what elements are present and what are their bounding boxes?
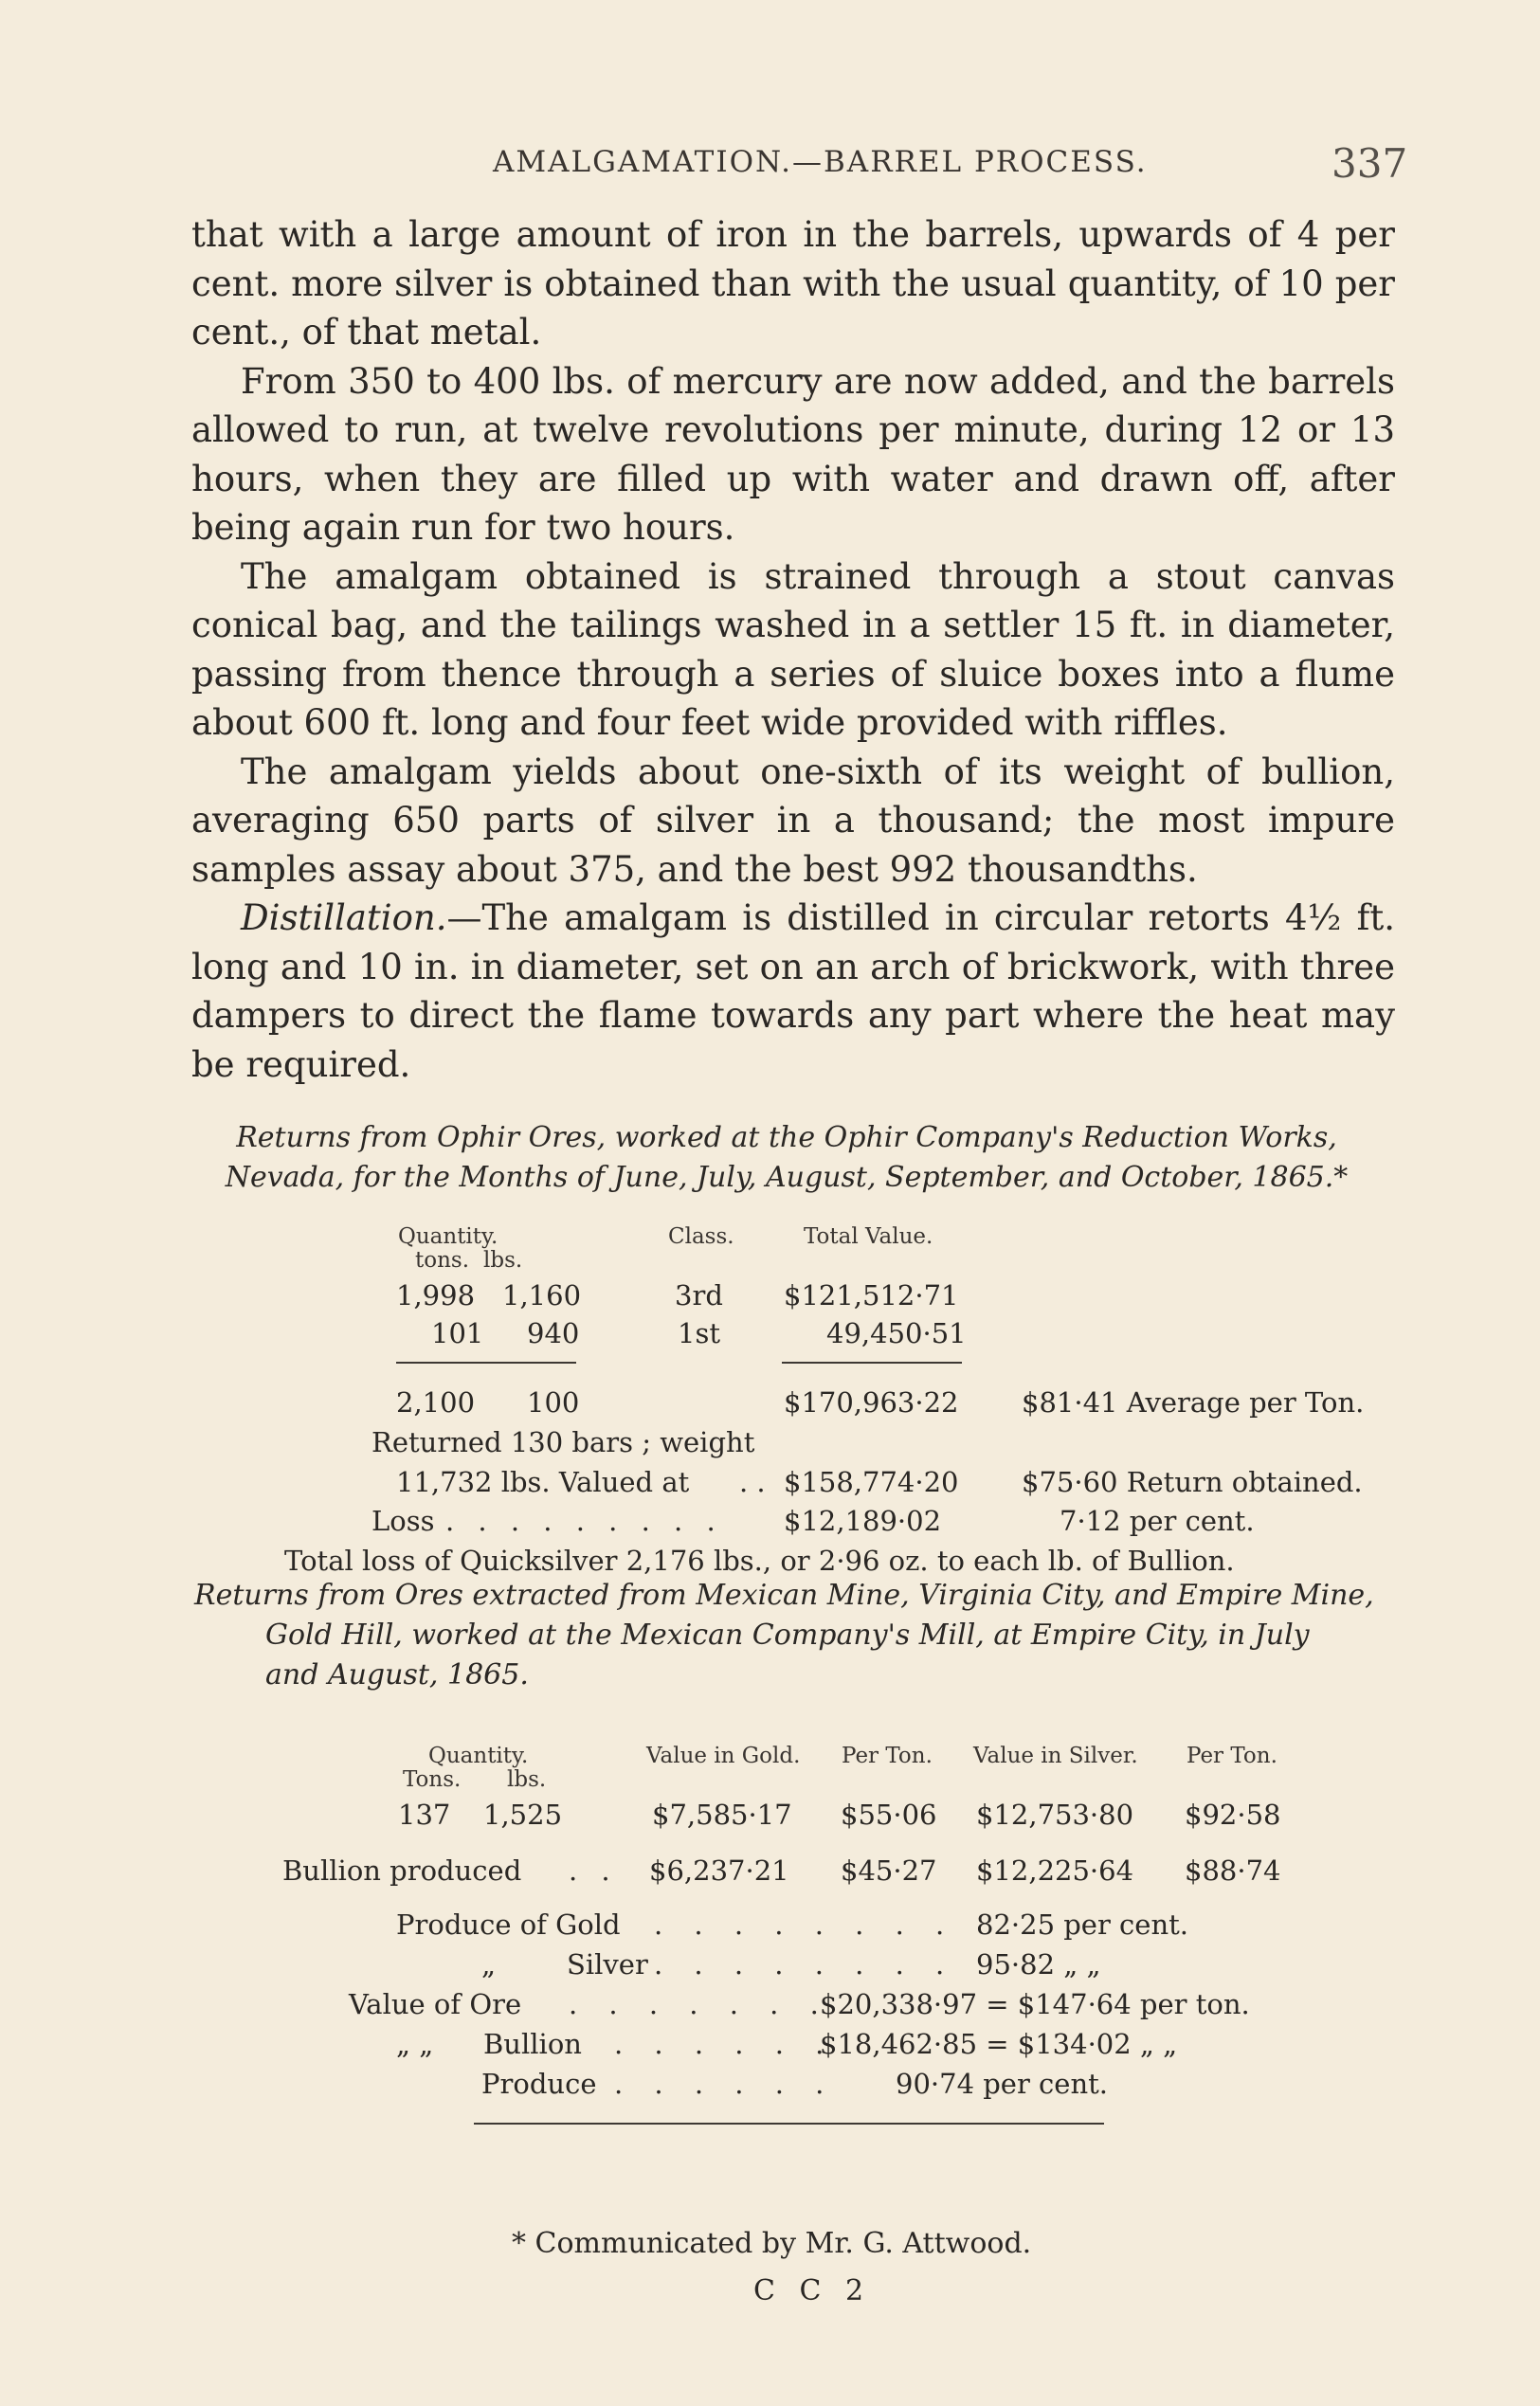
table1-row1-tons: 1,998 [396,1279,476,1312]
table1-col-total: Total Value. [804,1224,933,1249]
table2-row1-silver-per-ton: $92·58 [1185,1799,1281,1831]
table2-col-silver-per-ton: Per Ton. [1187,1744,1277,1768]
table2-row1-tons: 137 [398,1799,451,1831]
table1-col-class: Class. [668,1224,734,1249]
table1-caption-line1: Returns from Ophir Ores, worked at the Ophir Company's Reduction Works, [236,1121,1337,1154]
paragraph-4: The amalgam yields about one-sixth of its weight of bullion, averaging 650 parts of silver in a thousand; the most impure samples assay about 375, and the best 992 thousandths. [191,751,1395,890]
table1-row2-tons: 101 [431,1317,484,1349]
table2-produce-gold-dots: . . . . . . . . [654,1909,956,1941]
page-number: 337 [1332,140,1408,187]
body-text [191,210,1395,1089]
table1-loss-label: Loss [371,1505,435,1537]
table2-row1-gold: $7,585·17 [652,1799,792,1831]
table1-col-quantity: Quantity. [398,1224,498,1249]
table2-silver-value: 95·82 „ „ [976,1948,1101,1981]
table1-row1-lbs: 1,160 [502,1279,582,1312]
signature-mark: C C 2 [753,2274,872,2307]
table1-returned-text: Returned 130 bars ; weight [371,1426,755,1458]
table2-col-gold-per-ton: Per Ton. [842,1744,933,1768]
table2-row1-gold-per-ton: $55·06 [841,1799,937,1831]
table2-row2-label: Bullion produced [282,1854,522,1887]
table2-caption-line1: Returns from Ores extracted from Mexican Mine, Virginia City, and Empire Mine, [194,1579,1374,1612]
table1-row2-value: 49,450·51 [826,1317,967,1349]
table1-loss-value: $12,189·02 [784,1505,942,1537]
table2-row2-silver-per-ton: $88·74 [1185,1854,1281,1887]
table2-produce-gold-label: Produce of Gold [396,1909,621,1941]
table1-loss-percent: 7·12 per cent. [1060,1505,1255,1537]
table1-quicksilver-loss: Total loss of Quicksilver 2,176 lbs., or 2·96 oz. to each lb. of Bullion. [284,1545,1235,1577]
table1-total-value: $170,963·22 [784,1386,959,1419]
paragraph-1: that with a large amount of iron in the barrels, upwards of 4 per cent. more silver is obtained than with the usual quantity, of 10 per cent., of that metal. [191,214,1395,353]
paragraph-3: The amalgam obtained is strained through a stout canvas conical bag, and the tailings washed in a settler 15 ft. in diameter, passing from thence through a series of sluice boxes into a flume about 600 ft. long and four feet wide provided with riffles. [191,555,1395,743]
table2-bullion-dots: . . . . . . [614,2028,836,2060]
table2-row2-silver: $12,225·64 [976,1854,1134,1887]
table1-caption [180,1118,1393,1198]
table2-produce-value: 90·74 per cent. [896,2068,1108,2100]
table2-bullion-label: Bullion [483,2028,582,2060]
table2-row2-dots: . . [569,1854,618,1887]
table1-row2-lbs: 940 [527,1317,580,1349]
table2-silver-label: Silver [567,1948,648,1981]
table1-weight-value: $158,774·20 [784,1466,959,1498]
table1-rule-value [782,1362,962,1364]
table2-caption [194,1576,1417,1695]
table1-col-tons: tons. [415,1248,470,1273]
table2-row1-lbs: 1,525 [483,1799,563,1831]
table2-ore-dots: . . . . . . . [569,1988,830,2020]
table1-weight-dots: . . [739,1466,766,1498]
paragraph-2: From 350 to 400 lbs. of mercury are now added, and the barrels allowed to run, at twelve revolutions per minute, during 12 or 13 hours, when they are filled up with water and drawn off, after being again run for two hours. [191,360,1395,548]
table2-produce-gold-value: 82·25 per cent. [976,1909,1188,1941]
table1-row1-value: $121,512·71 [784,1279,959,1312]
table2-row2-gold: $6,237·21 [649,1854,789,1887]
table2-produce-label: Produce [481,2068,597,2100]
table2-col-quantity: Quantity. [428,1744,529,1768]
footnote-rule [474,2123,1104,2125]
table2-silver-ditto: „ [481,1948,497,1981]
table2-col-gold: Value in Gold. [646,1744,801,1768]
table2-ore-label: Value of Ore [349,1988,522,2020]
table2-caption-line2: Gold Hill, worked at the Mexican Company's Mill, at Empire City, in July [265,1619,1310,1652]
distillation-heading: Distillation. [241,897,447,938]
table1-row2-class: 1st [678,1317,720,1349]
table1-weight-text: 11,732 lbs. Valued at [396,1466,690,1498]
table1-return-note: $75·60 Return obtained. [1022,1466,1363,1498]
paragraph-5 [191,894,1395,1089]
table1-col-lbs: lbs. [483,1248,523,1273]
table2-row1-silver: $12,753·80 [976,1799,1134,1831]
table2-col-tons: Tons. [403,1767,462,1792]
table1-loss-dots: . . . . . . . . . [445,1505,723,1537]
table1-rule-quantity [396,1362,576,1364]
table1-average-note: $81·41 Average per Ton. [1022,1386,1365,1419]
table1-row1-class: 3rd [675,1279,723,1312]
table2-ore-value: $20,338·97 = $147·64 per ton. [820,1988,1250,2020]
table2-bullion-value: $18,462·85 = $134·02 „ „ [820,2028,1178,2060]
table1-total-lbs: 100 [527,1386,580,1419]
table2-bullion-ditto: „ „ [396,2028,434,2060]
table2-col-silver: Value in Silver. [973,1744,1138,1768]
table2-produce-dots: . . . . . . [614,2068,836,2100]
table1-caption-line2: Nevada, for the Months of June, July, August, September, and October, 1865.* [225,1161,1349,1194]
running-head: AMALGAMATION.—BARREL PROCESS. [493,145,1148,179]
footnote: * Communicated by Mr. G. Attwood. [512,2227,1032,2260]
table2-caption-line3: and August, 1865. [265,1658,529,1691]
table1-total-tons: 2,100 [396,1386,476,1419]
paragraph-5-text: —The amalgam is distilled in circular retorts 4½ ft. long and 10 in. in diameter, set on an arch of brickwork, with three dampers to direct the flame towards any part where the heat may be required. [191,897,1395,1085]
table2-col-lbs: lbs. [507,1767,547,1792]
table2-silver-dots: . . . . . . . . [654,1948,956,1981]
table2-row2-gold-per-ton: $45·27 [841,1854,937,1887]
